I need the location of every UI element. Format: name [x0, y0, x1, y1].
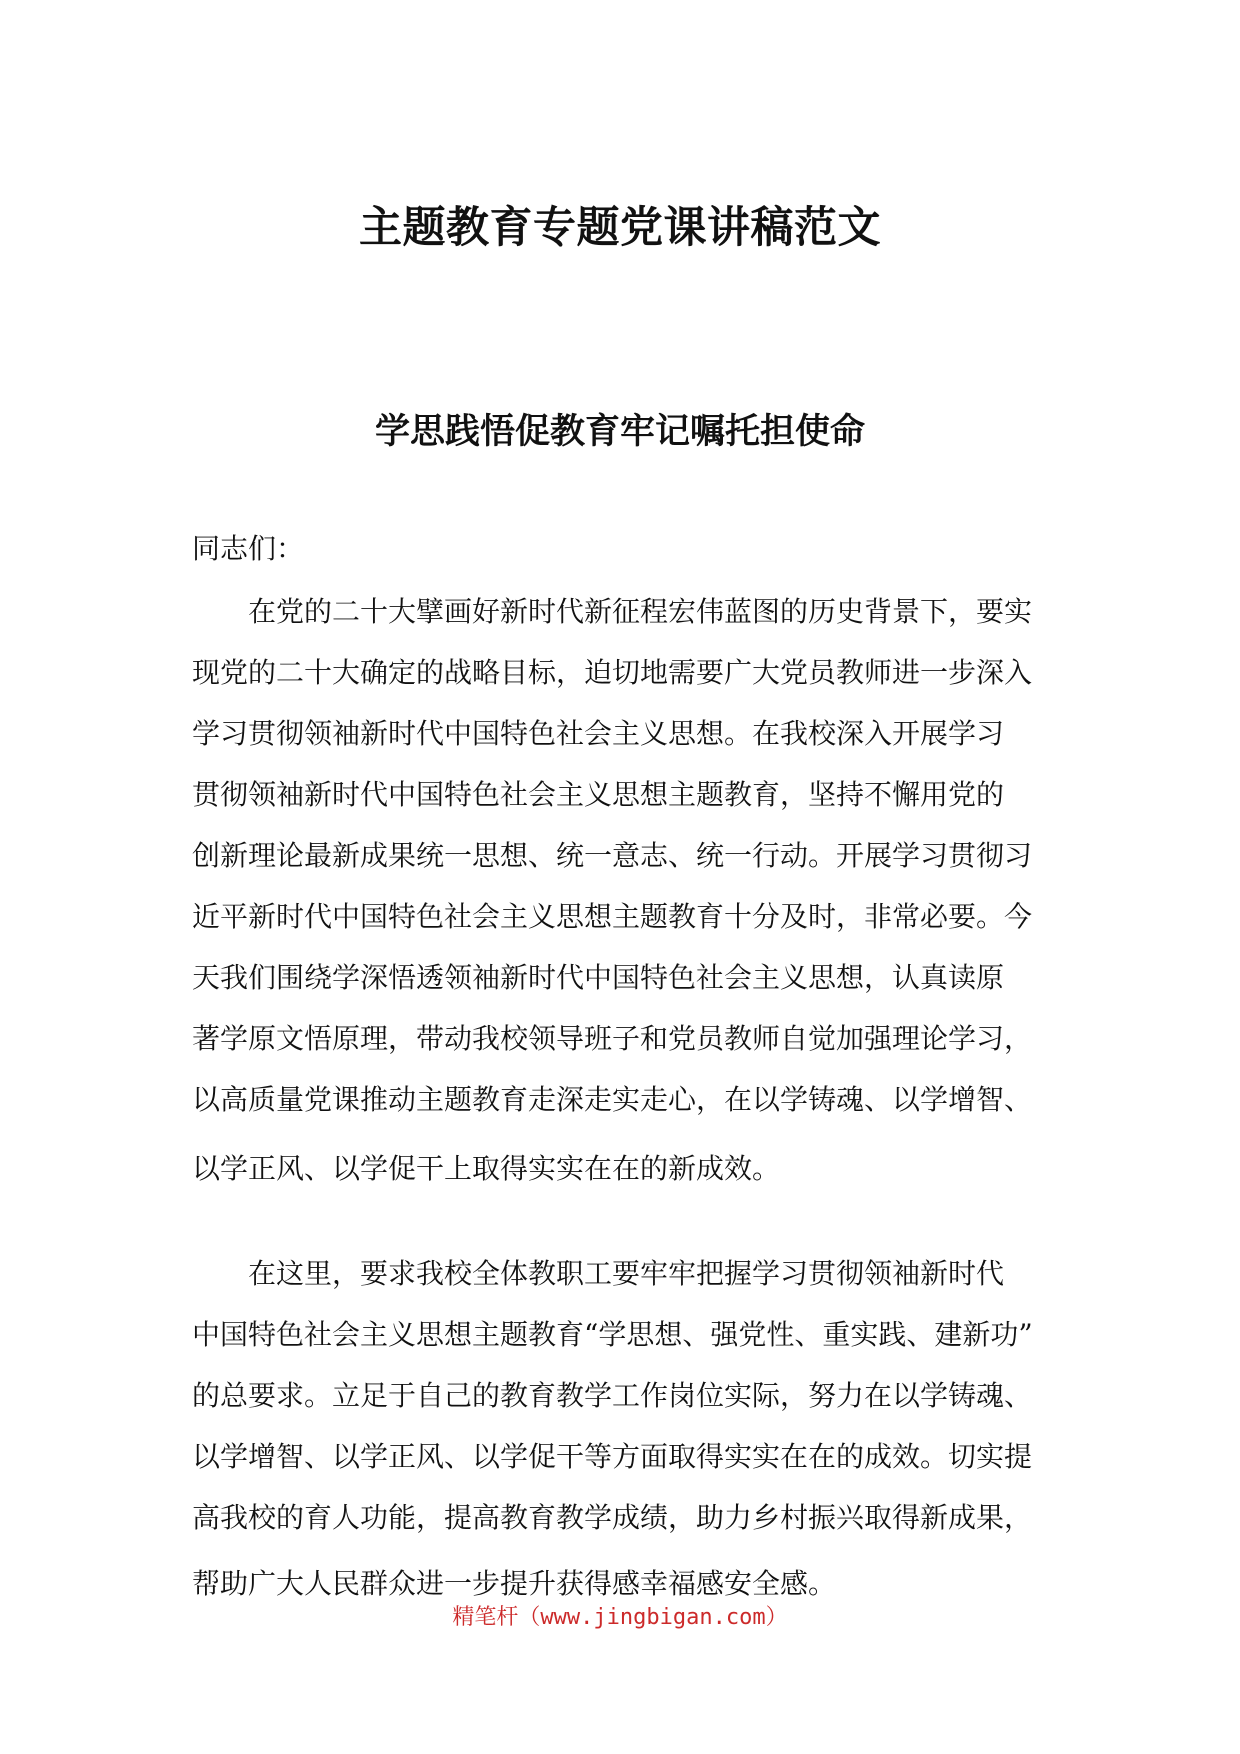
- paragraph-line: 帮助广大人民群众进一步提升获得感幸福感安全感。: [192, 1567, 837, 1600]
- subtitle: 学思践悟促教育牢记嘱托担使命: [374, 412, 865, 452]
- paragraph-line: 著学原文悟原理，带动我校领导班子和党员教师自觉加强理论学习，: [192, 1022, 1033, 1055]
- greeting: 同志们：: [192, 532, 305, 565]
- paragraph-line: 近平新时代中国特色社会主义思想主题教育十分及时，非常必要。今: [192, 900, 1033, 933]
- paragraph-line: 学习贯彻领袖新时代中国特色社会主义思想。在我校深入开展学习: [192, 717, 1005, 750]
- paragraph-line: 以学正风、以学促干上取得实实在在的新成效。: [192, 1152, 781, 1185]
- paragraph-line: 贯彻领袖新时代中国特色社会主义思想主题教育，坚持不懈用党的: [192, 778, 1005, 811]
- paragraph-line: 的总要求。立足于自己的教育教学工作岗位实际，努力在以学铸魂、: [192, 1379, 1033, 1412]
- footer-watermark: 精笔杆（www.jingbigan.com）: [452, 1605, 788, 1630]
- paragraph-line: 现党的二十大确定的战略目标，迫切地需要广大党员教师进一步深入: [192, 656, 1033, 689]
- paragraph-line: 天我们围绕学深悟透领袖新时代中国特色社会主义思想，认真读原: [192, 961, 1005, 994]
- paragraph-line: 在这里，要求我校全体教职工要牢牢把握学习贯彻领袖新时代: [248, 1257, 1005, 1290]
- paragraph-line: 以高质量党课推动主题教育走深走实走心，在以学铸魂、以学增智、: [192, 1083, 1033, 1116]
- paragraph-line: 在党的二十大擘画好新时代新征程宏伟蓝图的历史背景下，要实: [248, 595, 1033, 628]
- paragraph-line: 高我校的育人功能，提高教育教学成绩，助力乡村振兴取得新成果，: [192, 1501, 1033, 1534]
- paragraph-line: 以学增智、以学正风、以学促干等方面取得实实在在的成效。切实提: [192, 1440, 1033, 1473]
- paragraph-line: 中国特色社会主义思想主题教育“学思想、强党性、重实践、建新功”: [192, 1318, 1033, 1351]
- page-title: 主题教育专题党课讲稿范文: [359, 203, 881, 253]
- paragraph-line: 创新理论最新成果统一思想、统一意志、统一行动。开展学习贯彻习: [192, 839, 1033, 872]
